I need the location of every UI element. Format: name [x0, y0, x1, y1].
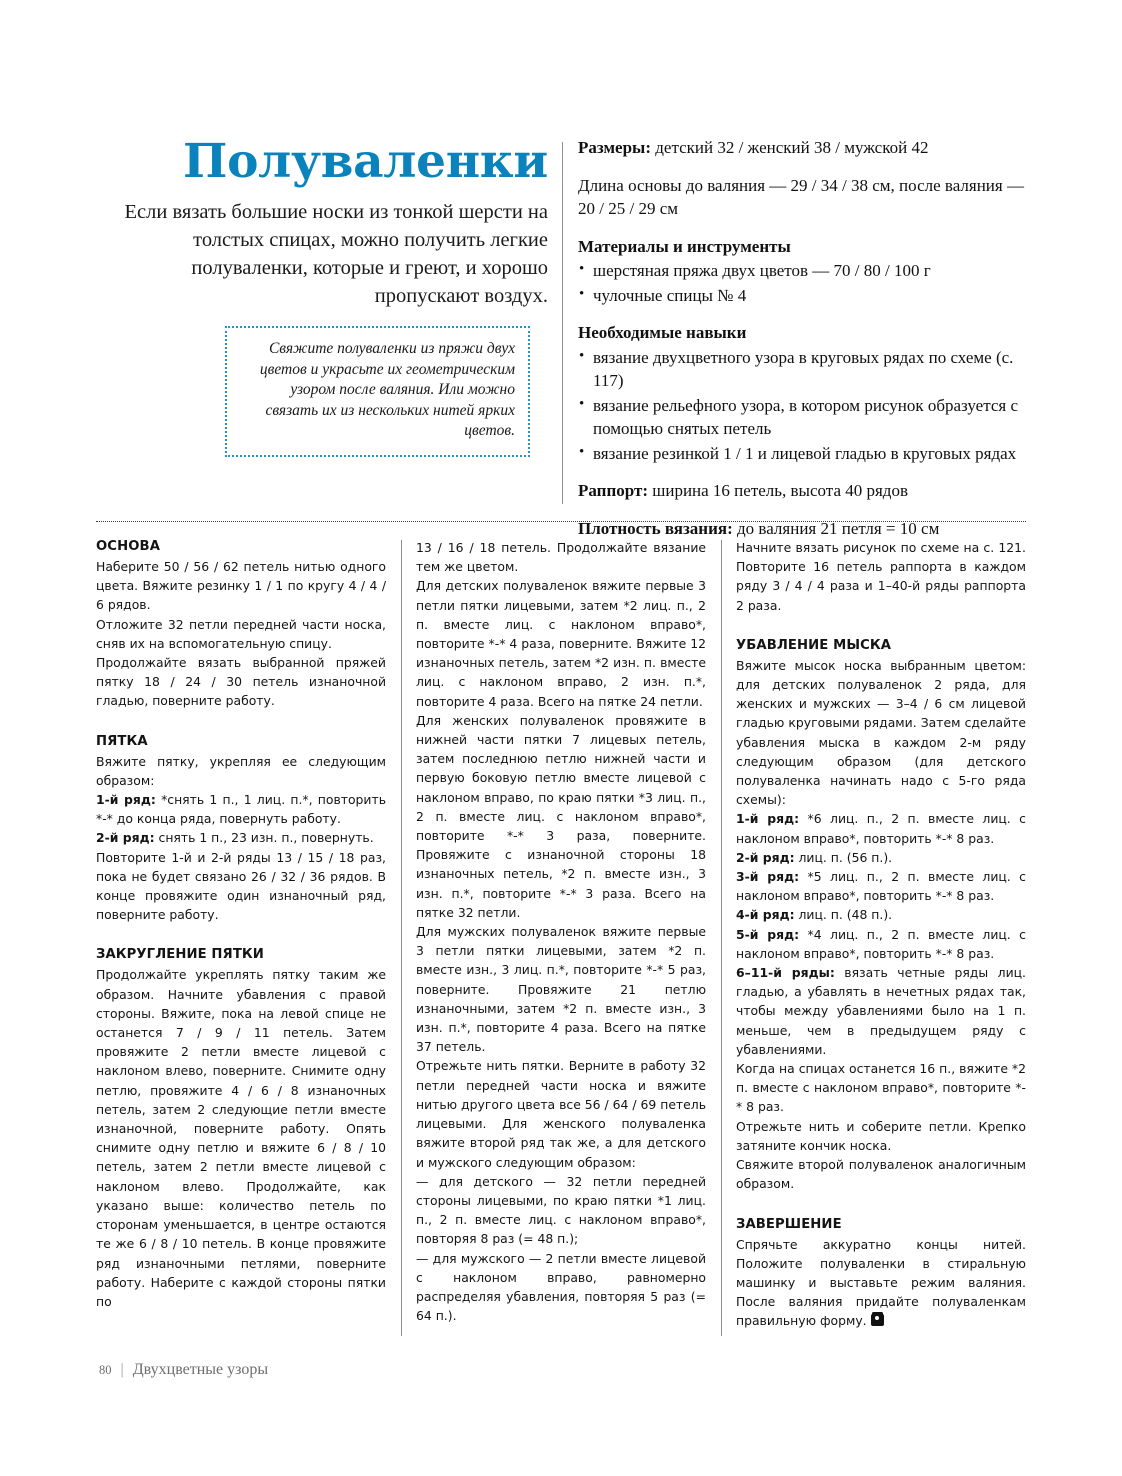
- list-item: • чулочные спицы № 4: [578, 284, 1028, 308]
- paragraph: — для мужского — 2 петли вместе лицевой с наклоном вправо, равномерно распределяя убавления, повторяя 5 раз (= 64 п.).: [416, 1250, 706, 1324]
- sizes-value: детский 32 / женский 38 / мужской 42: [651, 138, 929, 157]
- row-label: 3-й ряд:: [736, 869, 800, 885]
- paragraph-text: Спрячьте аккуратно концы нитей. Положите полуваленки в стиральную машинку и выставьте режим валяния. После валяния придайте полуваленкам правильную форму.: [736, 1236, 1026, 1329]
- repeat-line: [578, 479, 1028, 503]
- paragraph: [96, 828, 386, 847]
- sizes-line: [578, 136, 1028, 160]
- footer-separator: |: [120, 1361, 124, 1378]
- paragraph: Начните вязать рисунок по схеме на с. 121. Повторите 16 петель раппорта в каждом ряду 3 / 4 / 4 раза и 1–40-й ряды раппорта 2 раза.: [736, 540, 1026, 613]
- materials-heading: Материалы и инструменты: [578, 236, 791, 256]
- row-label: 2-й ряд:: [96, 830, 155, 846]
- row-label: 4-й ряд:: [736, 907, 795, 923]
- header-vertical-divider: [562, 142, 563, 504]
- list-item: • вязание двухцветного узора в круговых рядах по схеме (с. 117): [578, 346, 1028, 393]
- list-item: • вязание резинкой 1 / 1 и лицевой гладью в круговых рядах: [578, 442, 1028, 466]
- body-column-1: [96, 538, 386, 1311]
- paragraph: Продолжайте вязать выбранной пряжей пятку 18 / 24 / 30 петель изнаночной гладью, поверните работу.: [96, 655, 386, 709]
- row-label: 6–11-й ряды:: [736, 965, 835, 981]
- length-line: Длина основы до валяния — 29 / 34 / 38 см, после валяния — 20 / 25 / 29 см: [578, 175, 1024, 218]
- row-text: *4 лиц. п., 2 п. вместе лиц. с наклоном вправо*, повторить *-* 8 раз.: [736, 926, 1026, 961]
- row-label: 2-й ряд:: [736, 849, 795, 865]
- paragraph: [736, 963, 1026, 1059]
- article-lede: Если вязать большие носки из тонкой шерсти на толстых спицах, можно получить легкие полуваленки, которые и греют, и хорошо пропускают воздух.: [124, 201, 548, 307]
- paragraph: [736, 1235, 1026, 1331]
- article-header: [96, 134, 1026, 538]
- specs-panel: [578, 136, 1028, 554]
- paragraph: Свяжите второй полуваленок аналогичным образом.: [736, 1157, 1026, 1192]
- header-left: [96, 136, 548, 310]
- callout-box: [225, 326, 530, 457]
- paragraph: Для детских полуваленок вяжите первые 3 петли пятки лицевыми, затем *2 лиц. п., 2 п. вместе лиц. с наклоном вправо*, повторите *-* 4 раза, поверните. Вяжите 12 изнаночных петель, затем *2 изн. п. вместе лиц. с наклоном вправо, 2 изн. п.*, повторите 4 раза. Всего на пятке 24 петли.: [416, 578, 706, 709]
- materials-list: [578, 259, 1028, 307]
- paragraph: [736, 925, 1026, 963]
- body-column-2: [416, 538, 706, 1325]
- page-footer: [99, 1361, 268, 1379]
- row-text: *снять 1 п., 1 лиц. п.*, повторить *-* до конца ряда, повернуть работу.: [96, 792, 386, 827]
- row-text: лиц. п. (48 п.).: [794, 907, 893, 923]
- callout-text: Свяжите полуваленки из пряжи двух цветов и украсьте их геометрическим узором после валяния. Или можно связать их из нескольких нитей ярких цветов.: [259, 340, 515, 439]
- paragraph: [736, 809, 1026, 847]
- section-heading-ubavlenie: УБАВЛЕНИЕ МЫСКА: [736, 637, 892, 653]
- row-text: *5 лиц. п., 2 п. вместе лиц. с наклоном вправо*, повторить *-* 8 раз.: [736, 869, 1026, 904]
- row-label: 5-й ряд:: [736, 926, 800, 942]
- row-text: лиц. п. (56 п.).: [794, 849, 893, 865]
- paragraph: [736, 905, 1026, 924]
- footer-section-title: Двухцветные узоры: [132, 1361, 269, 1378]
- paragraph: [96, 790, 386, 828]
- row-text: *6 лиц. п., 2 п. вместе лиц. с наклоном вправо*, повторить *-* 8 раз.: [736, 811, 1026, 846]
- section-heading-zavershenie: ЗАВЕРШЕНИЕ: [736, 1216, 842, 1232]
- paragraph: [736, 867, 1026, 905]
- paragraph: Для мужских полуваленок вяжите первые 3 петли пятки лицевыми, затем *2 п. вместе изн., 3 лиц. п.*, повторите *-* 5 раз, поверните. Провяжите 21 петлю изнаночными, затем *2 п. вместе изн., 3 изн. п.*, повторите 4 раза. Всего на пятке 37 петель.: [416, 924, 706, 1055]
- page-title: Полуваленки: [182, 134, 548, 189]
- paragraph: Отрежьте нить пятки. Верните в работу 32 петли передней части носка и вяжите нитью другого цвета все 56 / 64 / 69 петель лицевыми. Для женского полуваленка вяжите второй ряд так же, а для детского и мужского следующим образом:: [416, 1058, 706, 1170]
- body-columns: [96, 538, 1026, 1338]
- paragraph: Вяжите мысок носка выбранным цветом: для детских полуваленок 2 ряда, для женских и мужских — 3–4 / 6 см лицевой гладью круговыми рядами. Затем сделайте убавления мыска в каждом 2-м ряду следующим образом (для детского полуваленка начинать надо с 5-го ряда схемы):: [736, 657, 1026, 808]
- paragraph: Для женских полуваленок провяжите в нижней части пятки 7 лицевых петель, затем последнюю петлю нижней части и первую боковую петлю вместе лицевой с наклоном вправо, по краю пятки *3 лиц. п., 2 п. вместе лиц. с наклоном вправо*, повторите *-* 3 раза, поверните. Провяжите с изнаночной стороны 18 изнаночных петель, *2 п. вместе изн., 3 изн. п.*, повторите *-* 3 раза. Всего на пятке 32 петли.: [416, 712, 706, 920]
- column-divider-2: [721, 540, 722, 1336]
- sizes-label: Размеры:: [578, 138, 651, 157]
- paragraph: [736, 848, 1026, 867]
- column-divider-1: [401, 540, 402, 1336]
- paragraph: 13 / 16 / 18 петель. Продолжайте вязание тем же цветом.: [416, 540, 706, 575]
- paragraph: Отложите 32 петли передней части носка, сняв их на вспомогательную спицу.: [96, 616, 386, 651]
- list-item: • шерстяная пряжа двух цветов — 70 / 80 / 100 г: [578, 259, 1028, 283]
- gauge-value: до валяния 21 петля = 10 см: [732, 518, 940, 538]
- list-item: • вязание рельефного узора, в котором рисунок образуется с помощью снятых петель: [578, 394, 1028, 441]
- section-heading-zakruglenie: ЗАКРУГЛЕНИЕ ПЯТКИ: [96, 947, 264, 963]
- paragraph: Отрежьте нить и соберите петли. Крепко затяните кончик носка.: [736, 1118, 1026, 1153]
- repeat-value: ширина 16 петель, высота 40 рядов: [648, 481, 908, 500]
- row-label: 1-й ряд:: [96, 792, 156, 808]
- paragraph: Вяжите пятку, укрепляя ее следующим образом:: [96, 753, 386, 788]
- gauge-label: Плотность вязания:: [578, 518, 733, 538]
- paragraph: Повторите 1-й и 2-й ряды 13 / 15 / 18 раз, пока не будет связано 26 / 32 / 36 рядов. В конце провяжите один изнаночный ряд, поверните работу.: [96, 849, 386, 923]
- skills-heading: Необходимые навыки: [578, 323, 747, 342]
- section-heading-osnova: ОСНОВА: [96, 539, 160, 554]
- row-text: снять 1 п., 23 изн. п., повернуть.: [154, 830, 374, 846]
- paragraph: Продолжайте укреплять пятку таким же образом. Начните убавления с правой стороны. Вяжите, пока на левой спице не останется 7 / 9 / 11 петель. Затем провяжите 2 петли вместе лицевой с наклоном влево, поверните. Снимите одну петлю, провяжите 4 / 6 / 8 изнаночных петель, затем 2 следующие петли вместе изнаночной, поверните работу. Опять снимите одну петлю и вяжите 6 / 8 / 10 петель, затем 2 петли вместе лицевой с наклоном влево. Продолжайте, как указано выше: количество петель по сторонам уменьшается, в центре остаются те же 6 / 8 / 10 петель. В конце провяжите ряд изнаночными петлями, поверните работу. Наберите с каждой стороны пятки по: [96, 967, 386, 1309]
- repeat-label: Раппорт:: [578, 481, 648, 500]
- section-heading-pyatka: ПЯТКА: [96, 733, 148, 749]
- row-text: вязать четные ряды лиц. гладью, а убавлять в нечетных рядах так, чтобы между убавлениями было на 1 п. меньше, чем в предыдущем ряду с убавлениями.: [736, 965, 1026, 1057]
- page-number: 80: [99, 1363, 112, 1377]
- paragraph: — для детского — 32 петли передней стороны лицевыми, по краю пятки *1 лиц. п., 2 п. вместе лиц. с наклоном вправо*, повторяя 8 раз (= 48 п.);: [416, 1173, 706, 1247]
- horizontal-divider: [96, 521, 1026, 522]
- paragraph: Наберите 50 / 56 / 62 петель нитью одного цвета. Вяжите резинку 1 / 1 по кругу 4 / 4 / 6 рядов.: [96, 559, 386, 613]
- row-label: 1-й ряд:: [736, 811, 800, 827]
- paragraph: Когда на спицах останется 16 п., вяжите *2 п. вместе с наклоном вправо*, повторите *-* 8 раз.: [736, 1061, 1026, 1115]
- skills-list: [578, 346, 1028, 466]
- body-column-3: [736, 538, 1026, 1331]
- end-mark-icon: [871, 1314, 884, 1326]
